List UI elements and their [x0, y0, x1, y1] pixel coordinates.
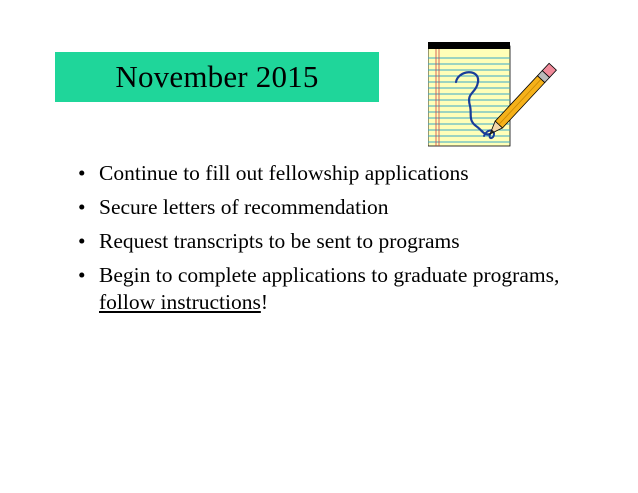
bullet-item [78, 228, 598, 255]
bullet-dot: • [78, 161, 86, 185]
bullet-dot: • [78, 263, 86, 287]
bullet-dot: • [78, 229, 86, 253]
slide-title: November 2015 [115, 59, 319, 94]
bullet-text: Request transcripts to be sent to programs [99, 229, 460, 253]
bullet-item [78, 194, 598, 221]
bullet-item [78, 160, 598, 187]
title-banner [55, 52, 379, 102]
bullet-list [78, 160, 598, 323]
bullet-text: Continue to fill out fellowship applications [99, 161, 469, 185]
bullet-text-part: Begin to complete applications to graduate programs, [99, 263, 560, 287]
bullet-text [99, 262, 598, 316]
notepad-pencil-question-icon [428, 40, 578, 148]
bullet-dot: • [78, 195, 86, 219]
bullet-text: Secure letters of recommendation [99, 195, 389, 219]
follow-instructions-link[interactable]: follow instructions [99, 290, 261, 314]
bullet-item [78, 262, 598, 316]
bullet-text-part: ! [260, 290, 269, 314]
